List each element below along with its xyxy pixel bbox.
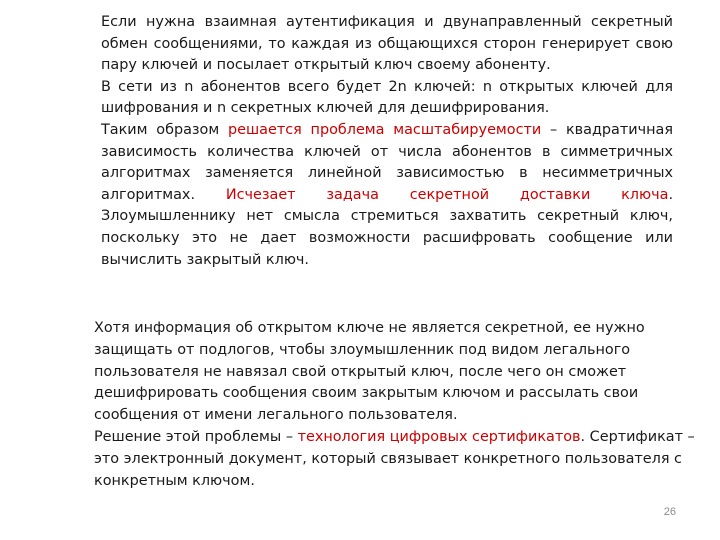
scalability-text-start: Таким образом — [101, 121, 228, 138]
highlight-digital-certificates: технология цифровых сертификатов — [297, 428, 581, 445]
certificates-text-start: Решение этой проблемы – — [94, 428, 298, 445]
highlight-key-delivery: Исчезает задача секретной доставки ключа — [225, 186, 669, 203]
text-block-top — [101, 12, 673, 271]
scalability-text-middle: – квадратичная зависимость количества ключей от числа абонентов в симметричных алгоритмах заменяется линейной зависимостью в несимметричных алгоритмах. — [101, 121, 673, 203]
scalability-text-end: . Злоумышленнику нет смысла стремиться захватить секретный ключ, поскольку это не дает возможности расшифровать сообщение или вычислить закрытый ключ. — [101, 186, 674, 268]
text-block-bottom — [94, 318, 696, 492]
certificates-text-end: . Сертификат – это электронный документ, который связывает конкретного пользователя с конкретным ключом. — [94, 428, 695, 489]
highlight-scalability: решается проблема масштабируемости — [227, 121, 542, 138]
paragraph-key-protection: Хотя информация об открытом ключе не является секретной, ее нужно защищать от подлогов, чтобы злоумышленник под видом легального пользователя не навязал свой открытый ключ, после чего он сможет дешифрировать сообщения своим закрытым ключом и рассылать свои сообщения от имени легального пользователя. — [94, 320, 645, 424]
paragraph-certificates — [94, 427, 696, 492]
paragraph-mutual-auth: Если нужна взаимная аутентификация и двунаправленный секретный обмен сообщениями, то каждая из общающихся сторон генерирует свою пару ключей и посылает открытый ключ своему абоненту. — [101, 14, 673, 74]
paragraph-key-count: В сети из n абонентов всего будет 2n ключей: n открытых ключей для шифрования и n секретных ключей для дешифрирования. — [101, 78, 673, 117]
paragraph-scalability — [101, 120, 673, 271]
page-number: 26 — [663, 506, 676, 518]
